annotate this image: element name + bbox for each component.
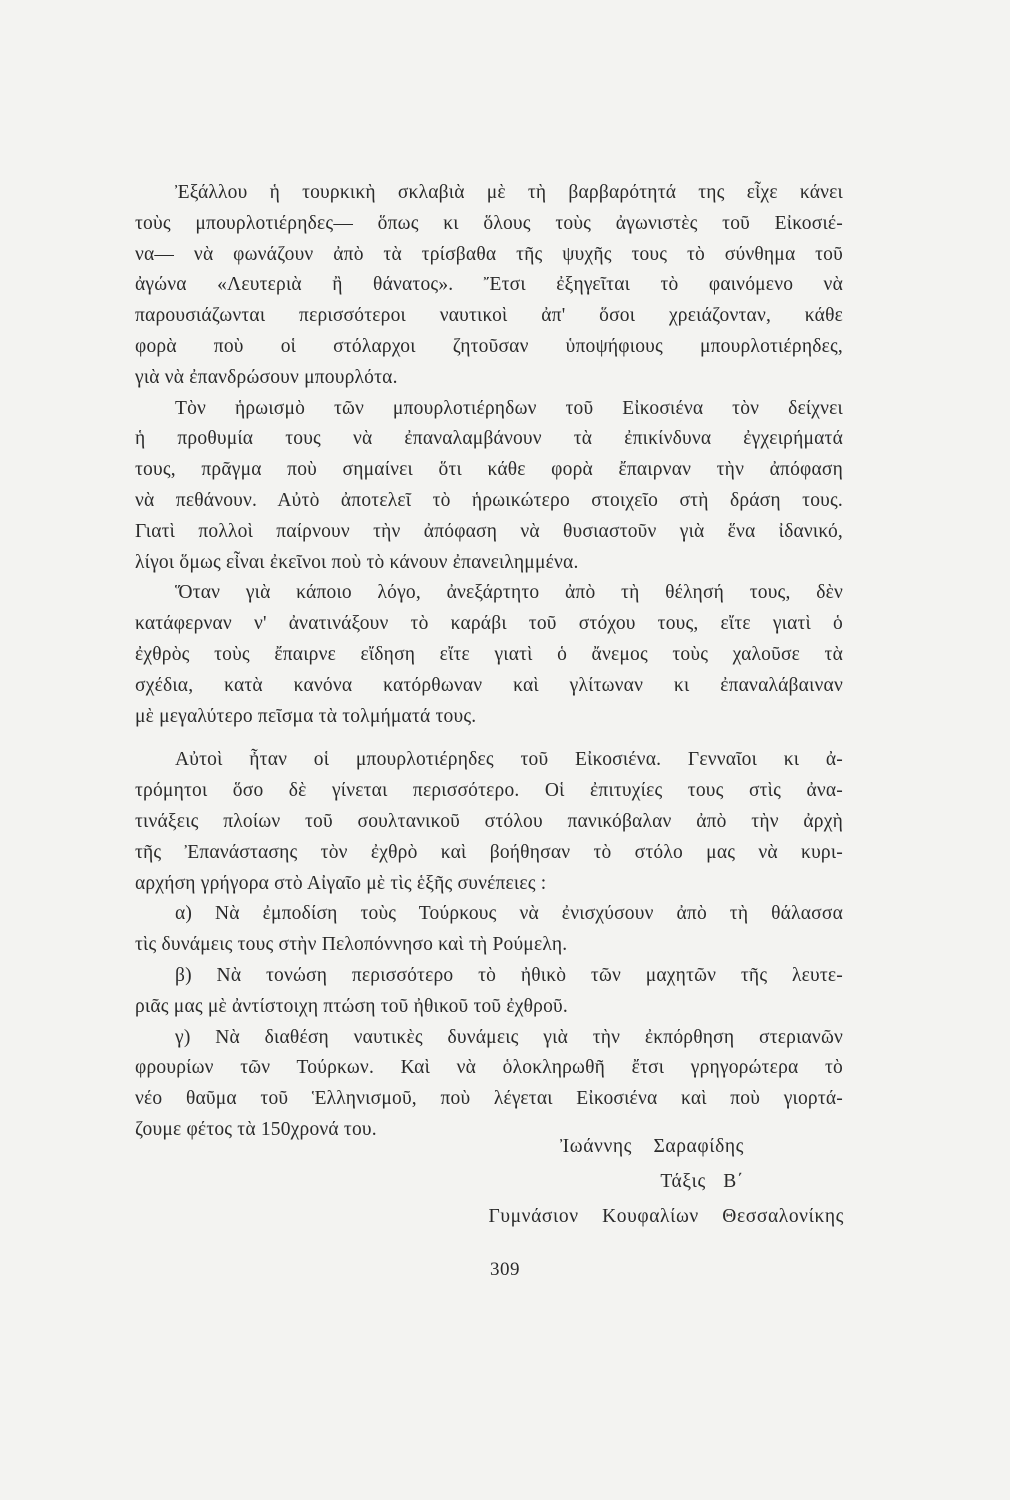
text-line: φορὰ ποὺ οἱ στόλαρχοι ζητοῦσαν ὑποψήφιους μπουρλοτιέρηδες, [135,335,843,357]
text-line: να— νὰ φωνάζουν ἀπὸ τὰ τρίσβαθα τῆς ψυχῆς τους τὸ σύνθημα τοῦ [135,243,843,265]
text-line: ἀγώνα «Λευτεριὰ ἢ θάνατος». Ἔτσι ἐξηγεῖται τὸ φαινόμενο νὰ [135,274,843,296]
text-line: α) Νὰ ἐμποδίση τοὺς Τούρκους νὰ ἐνισχύσουν ἀπὸ τὴ θάλασσα [175,903,843,925]
signature-school: Γυμνάσιον Κουφαλίων Θεσσαλονίκης [488,1206,844,1227]
text-line: μὲ μεγαλύτερο πεῖσμα τὰ τολμήματά τους. [135,705,477,727]
paragraph-3 [135,578,843,732]
text-line: λίγοι ὅμως εἶναι ἐκεῖνοι ποὺ τὸ κάνουν ἐπανειλημμένα. [135,551,579,573]
text-line: παρουσιάζωνται περισσότεροι ναυτικοὶ ἀπ' ὅσοι χρειάζονταν, κάθε [135,305,843,327]
text-line: γιὰ νὰ ἐπανδρώσουν μπουρλότα. [135,366,398,388]
text-line: τρόμητοι ὅσο δὲ γίνεται περισσότερο. Οἱ ἐπιτυχίες τους στὶς ἀνα- [135,780,843,802]
list-item-a [135,899,843,961]
text-line: ἡ προθυμία τους νὰ ἐπαναλαμβάνουν τὰ ἐπικίνδυνα ἐγχειρήματά [135,428,843,450]
text-line: Γιατὶ πολλοὶ παίρνουν τὴν ἀπόφαση νὰ θυσιαστοῦν γιὰ ἕνα ἰδανικό, [135,520,843,542]
text-line: νὰ πεθάνουν. Αὐτὸ ἀποτελεῖ τὸ ἡρωικώτερο στοιχεῖο στὴ δράση τους. [135,489,843,511]
text-line: τους, πρᾶγμα ποὺ σημαίνει ὅτι κάθε φορὰ ἔπαιρναν τὴν ἀπόφαση [135,459,843,481]
paragraph-1 [135,178,843,394]
list-item-c [135,1023,843,1146]
signature-name: Ἰωάννης Σαραφίδης [560,1136,744,1157]
text-line: ζουμε φέτος τὰ 150χρονά του. [135,1118,377,1140]
text-line: κατάφερναν ν' ἀνατινάξουν τὸ καράβι τοῦ στόχου τους, εἴτε γιατὶ ὁ [135,613,843,635]
text-line: Ἐξάλλου ἡ τουρκικὴ σκλαβιὰ μὲ τὴ βαρβαρότητά της εἶχε κάνει [175,182,843,203]
body-text [135,178,843,1146]
text-line: τινάξεις πλοίων τοῦ σουλτανικοῦ στόλου πανικόβαλαν ἀπὸ τὴν ἀρχὴ [135,810,843,832]
text-line: τῆς Ἐπανάστασης τὸν ἐχθρὸ καὶ βοήθησαν τὸ στόλο μας νὰ κυρι- [135,841,843,863]
text-line: νέο θαῦμα τοῦ Ἑλληνισμοῦ, ποὺ λέγεται Εἰκοσιένα καὶ ποὺ γιορτά- [135,1088,843,1110]
text-line: τὶς δυνάμεις τους στὴν Πελοπόννησο καὶ τὴ Ρούμελη. [135,934,568,956]
text-line: β) Νὰ τονώση περισσότερο τὸ ἠθικὸ τῶν μαχητῶν τῆς λευτε- [175,964,843,986]
text-line: γ) Νὰ διαθέση ναυτικὲς δυνάμεις γιὰ τὴν ἐκπόρθηση στεριανῶν [175,1026,843,1048]
text-line: ριᾶς μας μὲ ἀντίστοιχη πτώση τοῦ ἠθικοῦ τοῦ ἐχθροῦ. [135,995,568,1017]
list-item-b [135,961,843,1023]
text-line: σχέδια, κατὰ κανόνα κατόρθωναν καὶ γλίτωναν κι ἐπαναλάβαιναν [135,674,843,696]
signature-class: Τάξις Β΄ [660,1171,744,1192]
text-line: Αὐτοὶ ἦταν οἱ μπουρλοτιέρηδες τοῦ Εἰκοσιένα. Γενναῖοι κι ἀ- [175,749,843,771]
text-line: φρουρίων τῶν Τούρκων. Καὶ νὰ ὁλοκληρωθῆ ἔτσι γρηγορώτερα τὸ [135,1057,843,1079]
text-line: τοὺς μπουρλοτιέρηδες— ὅπως κι ὅλους τοὺς ἀγωνιστὲς τοῦ Εἰκοσιέ- [135,212,843,234]
paragraph-gap [135,732,843,745]
paragraph-4 [135,745,843,899]
paragraph-2 [135,394,843,579]
text-line: Τὸν ἡρωισμὸ τῶν μπουρλοτιέρηδων τοῦ Εἰκοσιένα τὸν δείχνει [175,397,843,419]
text-line: Ὅταν γιὰ κάποιο λόγο, ἀνεξάρτητο ἀπὸ τὴ θέλησή τους, δὲν [175,582,843,604]
page-number: 309 [490,1259,520,1280]
text-line: ἐχθρὸς τοὺς ἔπαιρνε εἴδηση εἴτε γιατὶ ὁ ἄνεμος τοὺς χαλοῦσε τὰ [135,643,843,665]
text-line: αρχήση γρήγορα στὸ Αἰγαῖο μὲ τὶς ἑξῆς συνέπειες : [135,872,547,894]
